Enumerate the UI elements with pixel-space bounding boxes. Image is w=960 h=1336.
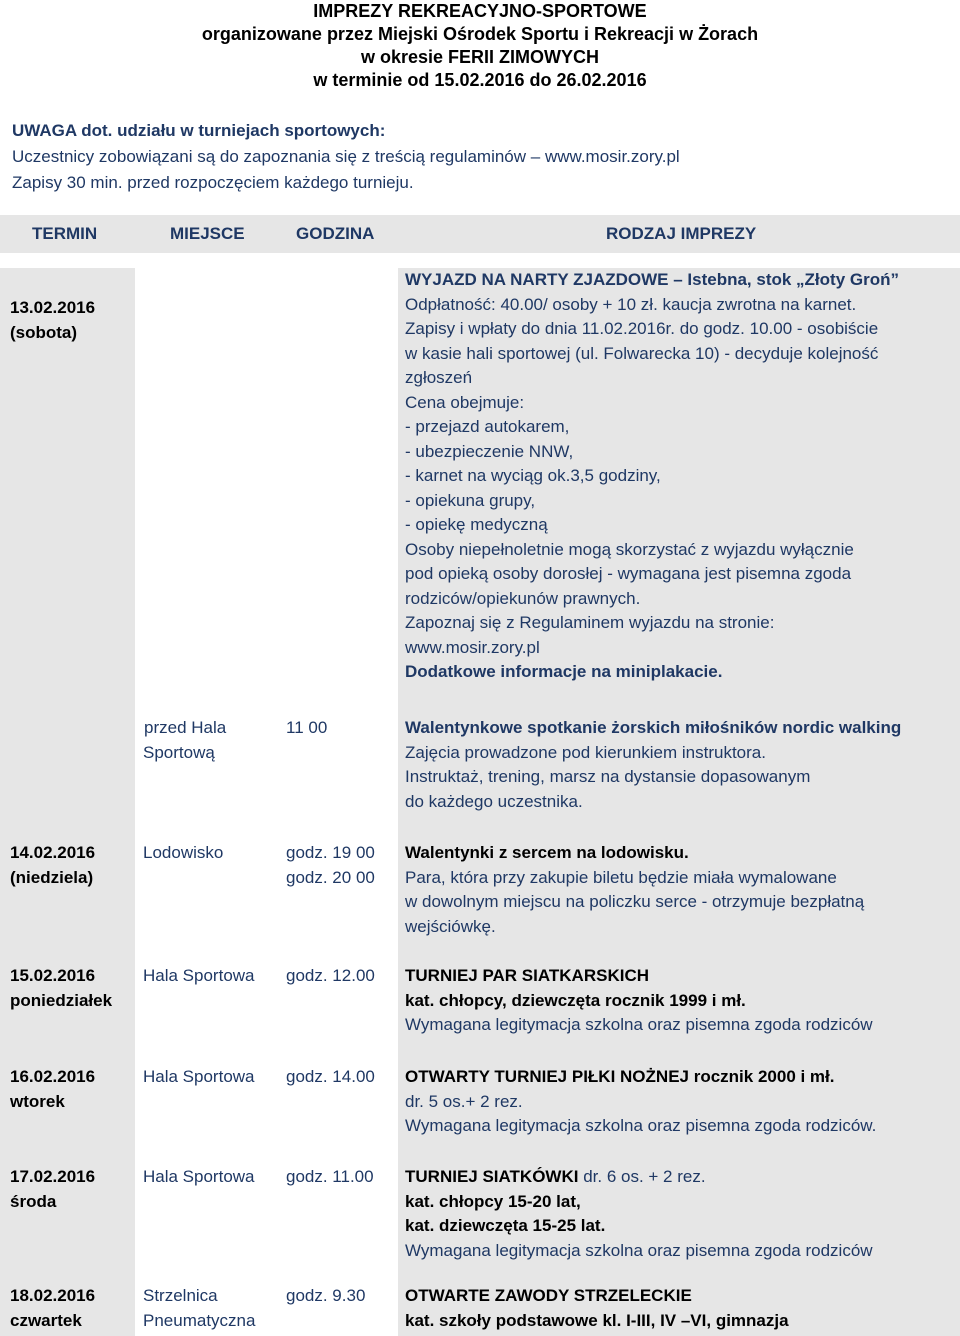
col-rodzaj: RODZAJ IMPREZY bbox=[606, 224, 757, 243]
event-4-line: Wymagana legitymacja szkolna oraz pisemna zgoda rodziców bbox=[405, 1015, 873, 1034]
event-1-date: 13.02.2016 bbox=[10, 298, 96, 317]
event-3-date: 14.02.2016 bbox=[10, 843, 96, 862]
event-5-day: wtorek bbox=[10, 1091, 65, 1111]
event-2-time: 11 00 bbox=[286, 718, 328, 737]
event-2-place-line-2: Sportową bbox=[143, 742, 215, 762]
event-5-date-cell bbox=[10, 1065, 95, 1114]
event-2-line: Zajęcia prowadzone pod kierunkiem instruktora. bbox=[405, 742, 766, 762]
event-1-line: - przejazd autokarem, bbox=[405, 417, 570, 436]
event-6-title-row bbox=[405, 1165, 955, 1190]
event-1-line: pod opieką osoby dorosłej - wymagana jest pisemna zgoda bbox=[405, 564, 852, 583]
event-6-line: Wymagana legitymacja szkolna oraz pisemna zgoda rodziców bbox=[405, 1240, 873, 1260]
event-3-day: (niedziela) bbox=[10, 867, 94, 887]
notice-text: Uczestnicy zobowiązani są do zapoznania się z treścią regulaminów – bbox=[12, 147, 545, 166]
event-7-title: OTWARTE ZAWODY STRZELECKIE bbox=[405, 1286, 692, 1305]
event-5-line: dr. 5 os.+ 2 rez. bbox=[405, 1091, 523, 1111]
event-1-line: zgłoszeń bbox=[405, 368, 473, 387]
event-7-place-line-2: Pneumatyczna bbox=[143, 1310, 256, 1330]
event-6-category-boys: kat. chłopcy 15-20 lat, bbox=[405, 1191, 581, 1211]
event-4-date-cell bbox=[10, 964, 112, 1013]
event-5-line: Wymagana legitymacja szkolna oraz pisemna zgoda rodziców. bbox=[405, 1116, 877, 1135]
event-1-line: - opiekuna grupy, bbox=[405, 490, 536, 510]
event-7-date: 18.02.2016 bbox=[10, 1286, 96, 1305]
event-1-desc bbox=[405, 268, 955, 685]
event-6-category-girls: kat. dziewczęta 15-25 lat. bbox=[405, 1216, 606, 1235]
event-6-title: TURNIEJ SIATKÓWKI bbox=[405, 1167, 579, 1186]
event-1-line: Cena obejmuje: bbox=[405, 392, 525, 412]
event-1-footer: Dodatkowe informacje na miniplakacie. bbox=[405, 662, 723, 681]
page-header bbox=[0, 0, 960, 92]
event-3-line: Para, która przy zakupie biletu będzie miała wymalowane bbox=[405, 867, 837, 887]
event-7-place-line-1: Strzelnica bbox=[143, 1286, 218, 1305]
event-3-place: Lodowisko bbox=[143, 843, 224, 862]
event-3-time-2: godz. 20 00 bbox=[286, 867, 375, 887]
notice-title: UWAGA dot. udziału w turniejach sportowych: bbox=[12, 121, 386, 140]
event-3-time bbox=[286, 841, 375, 890]
event-6-team: dr. 6 os. + 2 rez. bbox=[578, 1167, 706, 1186]
event-1-line: w kasie hali sportowej (ul. Folwarecka 10) - decyduje kolejność bbox=[405, 343, 879, 363]
event-6-time: godz. 11.00 bbox=[286, 1167, 374, 1186]
event-5-title: OTWARTY TURNIEJ PIŁKI NOŻNEJ rocznik 2000 i mł. bbox=[405, 1067, 835, 1086]
event-6-day: środa bbox=[10, 1191, 57, 1211]
regulations-link[interactable]: www.mosir.zory.pl bbox=[544, 147, 680, 166]
event-2-line: Instruktaż, trening, marsz na dystansie dopasowanym bbox=[405, 767, 811, 786]
event-4-day: poniedziałek bbox=[10, 990, 113, 1010]
event-3-title: Walentynki z sercem na lodowisku. bbox=[405, 843, 689, 862]
event-3-desc bbox=[405, 841, 955, 939]
event-1-line: Zapisy i wpłaty do dnia 11.02.2016r. do godz. 10.00 - osobiście bbox=[405, 319, 879, 338]
event-7-day: czwartek bbox=[10, 1310, 82, 1330]
event-2-line: do każdego uczestnika. bbox=[405, 791, 583, 811]
event-4-place: Hala Sportowa bbox=[143, 966, 255, 985]
event-5-place: Hala Sportowa bbox=[143, 1067, 255, 1086]
event-5-time: godz. 14.00 bbox=[286, 1067, 375, 1086]
event-6-place: Hala Sportowa bbox=[143, 1167, 255, 1186]
event-1-line: Zapoznaj się z Regulaminem wyjazdu na stronie: bbox=[405, 613, 775, 632]
event-4-title: TURNIEJ PAR SIATKARSKICH bbox=[405, 966, 649, 985]
col-miejsce: MIEJSCE bbox=[170, 224, 245, 243]
event-6-date-cell bbox=[10, 1165, 95, 1214]
event-1-day: (sobota) bbox=[10, 322, 78, 342]
event-3-line: w dowolnym miejscu na policzku serce - otrzymuje bezpłatną bbox=[405, 892, 865, 911]
event-7-desc bbox=[405, 1284, 955, 1333]
event-7-category: kat. szkoły podstawowe kl. I-III, IV –VI, gimnazja bbox=[405, 1310, 789, 1330]
event-1-line: - opiekę medyczną bbox=[405, 515, 548, 534]
notice-line-2: Zapisy 30 min. przed rozpoczęciem każdego turnieju. bbox=[12, 173, 414, 192]
event-3-time-1: godz. 19 00 bbox=[286, 843, 375, 862]
event-4-date: 15.02.2016 bbox=[10, 966, 96, 985]
event-2-title: Walentynkowe spotkanie żorskich miłośników nordic walking bbox=[405, 718, 902, 737]
event-1-link[interactable]: www.mosir.zory.pl bbox=[405, 637, 540, 657]
header-organizer: organizowane przez Miejski Ośrodek Sportu i Rekreacji w Żorach bbox=[201, 24, 759, 44]
event-5-date: 16.02.2016 bbox=[10, 1067, 96, 1086]
event-7-time: godz. 9.30 bbox=[286, 1286, 366, 1305]
event-5-desc bbox=[405, 1065, 955, 1139]
event-4-time: godz. 12.00 bbox=[286, 966, 375, 985]
event-7-place bbox=[143, 1284, 255, 1333]
header-dates: w terminie od 15.02.2016 do 26.02.2016 bbox=[313, 70, 647, 90]
notice-block bbox=[12, 118, 680, 196]
event-1-line: rodziców/opiekunów prawnych. bbox=[405, 588, 641, 608]
event-1-line: - ubezpieczenie NNW, bbox=[405, 441, 574, 461]
event-1-title: WYJAZD NA NARTY ZJAZDOWE – Istebna, stok „Złoty Groń” bbox=[405, 270, 899, 289]
event-2-desc bbox=[405, 716, 955, 814]
event-1-line: - karnet na wyciąg ok.3,5 godziny, bbox=[405, 466, 661, 485]
notice-line-1 bbox=[12, 144, 680, 170]
event-6-desc bbox=[405, 1165, 955, 1263]
event-6-date: 17.02.2016 bbox=[10, 1167, 96, 1186]
event-4-desc bbox=[405, 964, 955, 1038]
event-4-category: kat. chłopcy, dziewczęta rocznik 1999 i mł. bbox=[405, 990, 746, 1010]
col-godzina: GODZINA bbox=[296, 224, 375, 243]
event-7-date-cell bbox=[10, 1284, 95, 1333]
event-2-place-line-1: przed Hala bbox=[144, 718, 227, 737]
event-1-date-cell bbox=[10, 296, 95, 345]
column-header-row bbox=[0, 215, 960, 253]
event-3-date-cell bbox=[10, 841, 95, 890]
col-termin: TERMIN bbox=[32, 224, 98, 243]
event-1-line: Osoby niepełnoletnie mogą skorzystać z wyjazdu wyłącznie bbox=[405, 539, 854, 559]
header-period: w okresie FERII ZIMOWYCH bbox=[360, 47, 600, 67]
event-3-line: wejściówkę. bbox=[405, 916, 496, 936]
event-1-line: Odpłatność: 40.00/ osoby + 10 zł. kaucja zwrotna na karnet. bbox=[405, 294, 857, 314]
header-title: IMPREZY REKREACYJNO-SPORTOWE bbox=[313, 1, 647, 21]
event-2-place bbox=[143, 716, 226, 765]
